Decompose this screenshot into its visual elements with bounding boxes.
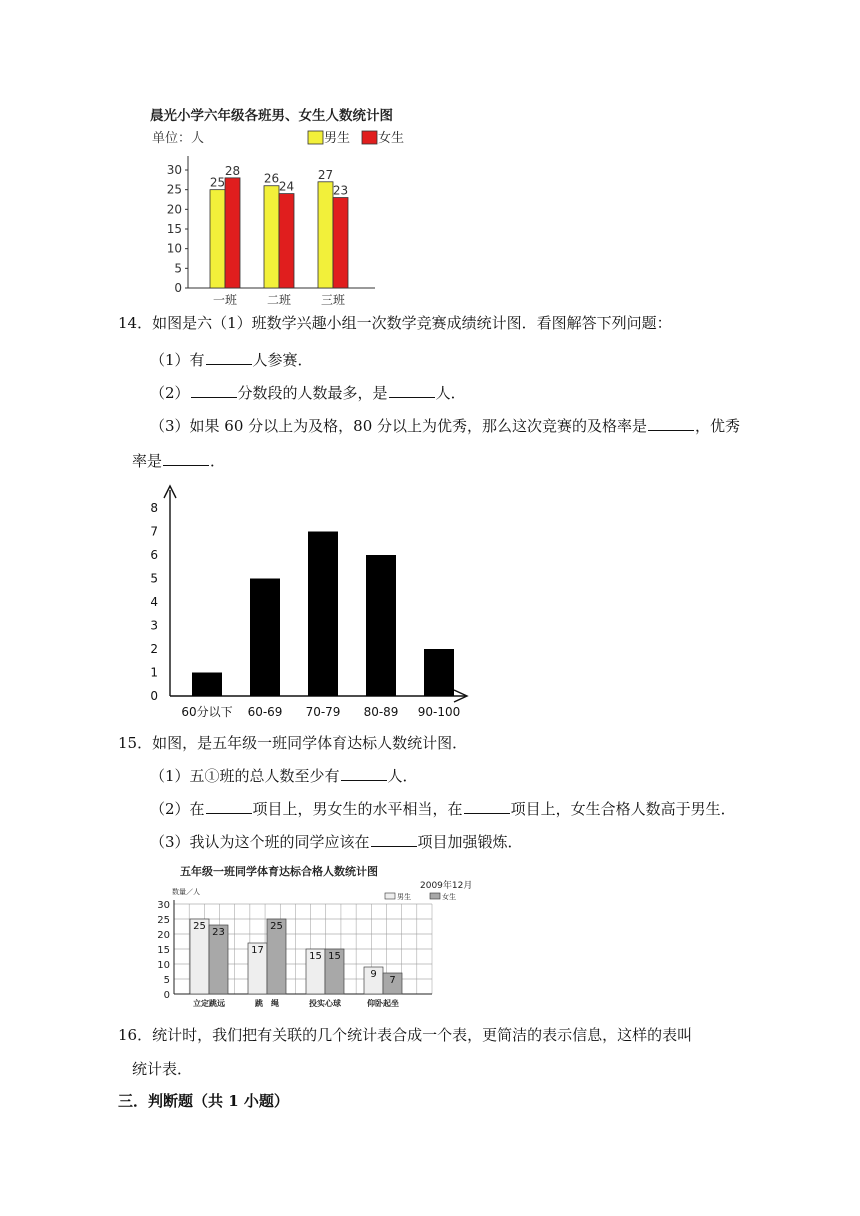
q15-part3-text-b: 项目加强锻炼． bbox=[417, 833, 523, 851]
chart1-data-label: 23 bbox=[332, 183, 349, 198]
chart2-y-tick-label: 6 bbox=[150, 548, 158, 562]
chart3-data-label: 25 bbox=[193, 921, 206, 932]
chart1-y-tick-label: 0 bbox=[174, 281, 182, 295]
chart3-data-label: 15 bbox=[309, 951, 322, 962]
q14-part1-text-a: （1）有 bbox=[150, 351, 205, 369]
chart1-data-label: 26 bbox=[263, 171, 280, 186]
q15-part1-text-b: 人． bbox=[387, 767, 418, 785]
q15-part3 bbox=[150, 832, 523, 852]
chart3-y-tick-label: 30 bbox=[157, 900, 170, 911]
chart1-x-tick-label: 一班 bbox=[212, 293, 238, 307]
q14-blank-1[interactable] bbox=[206, 350, 252, 365]
chart3-date: 2009年12月 bbox=[420, 881, 473, 891]
chart2-bar bbox=[192, 673, 222, 697]
chart1-bar-boys bbox=[264, 186, 279, 288]
q14-part3-text-b: ，优秀 bbox=[695, 417, 741, 435]
chart3-data-label: 15 bbox=[328, 951, 341, 962]
chart3-legend-girls-swatch bbox=[430, 893, 440, 899]
q14-part2 bbox=[150, 383, 466, 403]
q15-blank-2[interactable] bbox=[206, 799, 252, 814]
q14-part3-text-c: 率是 bbox=[132, 452, 163, 470]
chart1-legend-boys: 男生 bbox=[324, 131, 351, 146]
chart3-y-tick-label: 25 bbox=[157, 915, 170, 926]
chart1-y-tick-label: 15 bbox=[166, 222, 182, 236]
chart3-data-label: 9 bbox=[370, 969, 377, 980]
q15-part1 bbox=[150, 766, 418, 786]
chart3-legend-girls: 女生 bbox=[442, 893, 456, 901]
chart1-title: 晨光小学六年级各班男、女生人数统计图 bbox=[150, 108, 393, 124]
chart2-y-tick-label: 4 bbox=[150, 595, 158, 609]
chart3-x-tick-label: 投实心球 bbox=[309, 999, 341, 1008]
q14-blank-4[interactable] bbox=[648, 416, 694, 431]
q14-blank-3[interactable] bbox=[389, 383, 435, 398]
chart1-legend-girls-swatch bbox=[362, 131, 377, 144]
q15-blank-4[interactable] bbox=[371, 832, 417, 847]
q15-part2-text-a: （2）在 bbox=[150, 800, 205, 818]
chart3-y-tick-label: 5 bbox=[163, 975, 170, 986]
chart3-y-tick-label: 15 bbox=[157, 945, 170, 956]
q14-part3-cont bbox=[132, 451, 225, 471]
chart1-y-tick-label: 25 bbox=[166, 182, 182, 197]
q15-blank-1[interactable] bbox=[341, 766, 387, 781]
chart1-y-tick-label: 5 bbox=[174, 261, 182, 276]
score-distribution-bar-chart bbox=[140, 480, 480, 722]
q15-blank-3[interactable] bbox=[464, 799, 510, 814]
chart1-data-label: 27 bbox=[317, 167, 334, 182]
q15-stem: 15．如图，是五年级一班同学体育达标人数统计图． bbox=[118, 734, 468, 752]
q15-part1-text-a: （1）五①班的总人数至少有 bbox=[150, 767, 340, 785]
q16-line1: 16．统计时，我们把有关联的几个统计表合成一个表，更简洁的表示信息，这样的表叫 bbox=[118, 1026, 693, 1044]
chart1-data-label: 28 bbox=[224, 163, 241, 178]
q16-line2: 统计表． bbox=[132, 1060, 193, 1078]
chart1-y-tick-label: 20 bbox=[166, 202, 182, 217]
class-gender-bar-chart bbox=[140, 100, 405, 307]
chart3-data-label: 17 bbox=[251, 945, 264, 956]
chart2-y-tick-label: 0 bbox=[150, 689, 158, 703]
chart3-x-tick-label: 立定跳远 bbox=[193, 999, 225, 1008]
q15-part2-text-c: 项目上，女生合格人数高于男生． bbox=[510, 800, 736, 818]
chart1-y-tick-label: 30 bbox=[166, 163, 182, 177]
chart1-bar-boys bbox=[318, 182, 333, 288]
chart3-y-tick-label: 20 bbox=[157, 930, 170, 941]
q14-part3-text-a: （3）如果 60 分以上为及格，80 分以上为优秀，那么这次竞赛的及格率是 bbox=[150, 417, 648, 435]
chart2-y-tick-label: 7 bbox=[150, 524, 158, 539]
chart2-x-tick-label: 80-89 bbox=[363, 705, 399, 719]
q14-stem: 14．如图是六（1）班数学兴趣小组一次数学竞赛成绩统计图．看图解答下列问题： bbox=[118, 314, 672, 332]
chart2-y-tick-label: 2 bbox=[150, 642, 158, 656]
chart2-y-tick-label: 5 bbox=[150, 571, 158, 586]
chart2-y-tick-label: 3 bbox=[150, 618, 158, 633]
chart1-y-tick-label: 10 bbox=[166, 241, 182, 256]
q14-part1 bbox=[150, 350, 313, 370]
chart3-unit-label: 数量／人 bbox=[172, 888, 200, 896]
q14-part1-text-b: 人参赛． bbox=[252, 351, 313, 369]
q14-blank-2[interactable] bbox=[191, 383, 237, 398]
q14-blank-5[interactable] bbox=[163, 451, 209, 466]
q14-part3-text-d: ． bbox=[210, 452, 226, 470]
chart2-y-tick-label: 1 bbox=[150, 665, 158, 680]
chart1-data-label: 24 bbox=[278, 179, 295, 194]
chart1-x-tick-label: 三班 bbox=[320, 293, 346, 307]
q15-part3-text-a: （3）我认为这个班的同学应该在 bbox=[150, 833, 370, 851]
chart2-bar bbox=[424, 649, 454, 696]
q14-part2-text-a: （2） bbox=[150, 384, 190, 402]
chart2-x-tick-label: 70-79 bbox=[305, 705, 341, 719]
chart1-data-label: 25 bbox=[209, 175, 226, 190]
q15-part2 bbox=[150, 799, 736, 819]
q14-part3 bbox=[150, 416, 740, 436]
chart1-legend-girls: 女生 bbox=[378, 131, 405, 146]
chart2-bar bbox=[366, 555, 396, 696]
chart3-y-tick-label: 0 bbox=[163, 990, 170, 1001]
chart2-bar bbox=[250, 579, 280, 697]
q15-part2-text-b: 项目上，男女生的水平相当，在 bbox=[252, 800, 463, 818]
q14-part2-text-b: 分数段的人数最多，是 bbox=[237, 384, 388, 402]
chart3-data-label: 23 bbox=[212, 927, 225, 938]
chart1-x-tick-label: 二班 bbox=[266, 293, 292, 307]
chart3-y-tick-label: 10 bbox=[157, 960, 170, 971]
chart3-x-tick-label: 仰卧起坐 bbox=[367, 999, 399, 1008]
chart3-legend-boys-swatch bbox=[385, 893, 395, 899]
chart2-y-tick-label: 8 bbox=[150, 501, 158, 515]
section3-title: 三．判断题（共 1 小题） bbox=[118, 1092, 289, 1110]
chart1-legend-boys-swatch bbox=[308, 131, 323, 144]
chart3-data-label: 25 bbox=[270, 921, 283, 932]
chart1-bar-girls bbox=[225, 178, 240, 288]
chart1-bar-girls bbox=[333, 198, 348, 288]
chart1-bar-girls bbox=[279, 194, 294, 288]
chart3-data-label: 7 bbox=[389, 975, 396, 986]
chart3-title: 五年级一班同学体育达标合格人数统计图 bbox=[180, 865, 378, 878]
chart2-x-tick-label: 60分以下 bbox=[181, 705, 233, 719]
chart1-unit-label: 单位：人 bbox=[152, 131, 205, 146]
chart3-legend-boys: 男生 bbox=[397, 893, 411, 901]
fitness-pass-bar-chart bbox=[150, 862, 490, 1012]
chart2-x-tick-label: 90-100 bbox=[417, 705, 461, 719]
chart1-bar-boys bbox=[210, 190, 225, 288]
chart3-x-tick-label: 跳 绳 bbox=[255, 999, 279, 1008]
chart2-x-tick-label: 60-69 bbox=[247, 705, 283, 719]
q14-part2-text-c: 人． bbox=[435, 384, 466, 402]
chart2-bar bbox=[308, 532, 338, 697]
